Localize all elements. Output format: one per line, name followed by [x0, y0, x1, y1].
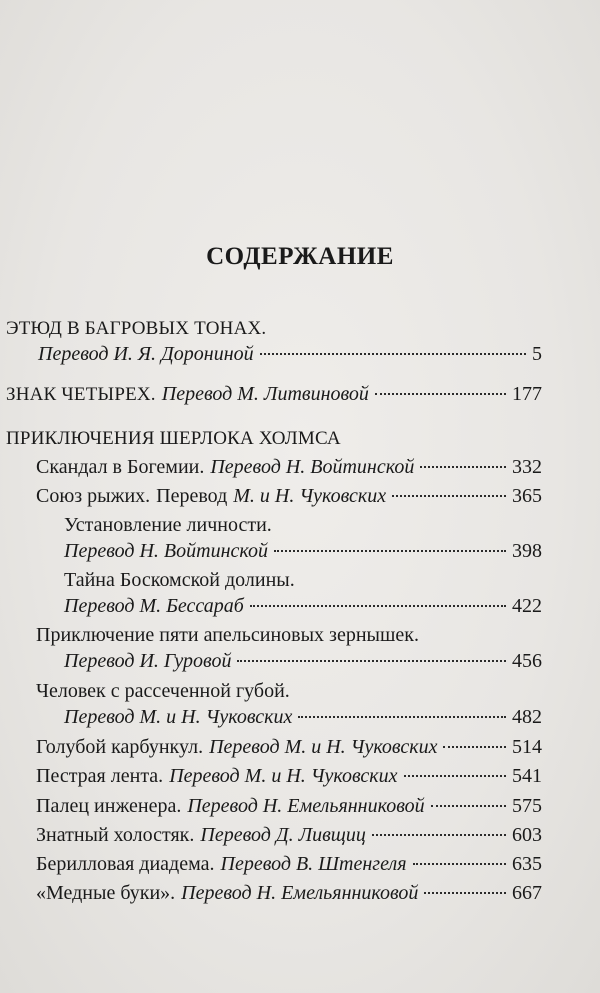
translator-label: Перевод М. и Н. Чуковских — [169, 765, 398, 787]
story-title: Человек с рассеченной губой. — [36, 680, 290, 702]
page-number: 177 — [512, 383, 542, 405]
translator-label: Перевод И. Гуровой — [64, 650, 232, 672]
story-title: Пестрая лента. — [36, 765, 164, 787]
page-number: 635 — [512, 853, 542, 875]
translator-label: Перевод Н. Войтинской — [64, 540, 268, 562]
toc-entry-story — [36, 882, 542, 905]
translator-label: Перевод Н. Емельянниковой — [187, 795, 425, 817]
translator-label: Перевод В. Штенгеля — [220, 853, 407, 875]
toc-entry-story — [36, 485, 542, 508]
dot-leader — [413, 863, 507, 865]
story-title: Союз рыжих. — [36, 485, 151, 507]
story-title: Установление личности. — [64, 514, 272, 536]
page-number: 541 — [512, 765, 542, 787]
story-title: Знатный холостяк. — [36, 824, 195, 846]
story-title: Палец инженера. — [36, 795, 182, 817]
page-number: 482 — [512, 706, 542, 728]
page-number: 332 — [512, 456, 542, 478]
story-title: Голубой карбункул. — [36, 736, 204, 758]
toc-entry-sign-of-four — [6, 383, 542, 406]
page-title: СОДЕРЖАНИЕ — [206, 243, 394, 270]
story-title: Приключение пяти апельсиновых зернышек. — [36, 624, 419, 646]
toc-entry-study-in-scarlet — [38, 343, 542, 366]
translator-prefix: Перевод — [156, 485, 228, 507]
dot-leader — [237, 660, 506, 662]
translator-label: Перевод Н. Войтинской — [210, 456, 415, 478]
page-number: 514 — [512, 736, 542, 758]
page-number: 5 — [532, 343, 542, 365]
dot-leader — [420, 466, 506, 468]
part-title-sign-of-four: ЗНАК ЧЕТЫРЕХ. — [6, 384, 156, 405]
page-number: 667 — [512, 882, 542, 904]
dot-leader — [372, 834, 506, 836]
toc-entry-story — [36, 853, 542, 876]
dot-leader — [260, 353, 526, 355]
page-number: 575 — [512, 795, 542, 817]
translator-label: Перевод Д. Ливщиц — [200, 824, 366, 846]
translator-label: М. и Н. Чуковских — [233, 485, 387, 507]
page-number: 365 — [512, 485, 542, 507]
dot-leader — [424, 892, 506, 894]
translator-label: Перевод Н. Емельянниковой — [181, 882, 419, 904]
translator-label: Перевод М. Литвиновой — [161, 383, 369, 405]
story-title: «Медные буки». — [36, 882, 176, 904]
toc-entry-story — [36, 795, 542, 818]
toc-entry-story — [64, 650, 542, 673]
toc-entry-story — [36, 824, 542, 847]
toc-entry-story — [36, 456, 542, 479]
toc-entry-story — [36, 736, 542, 759]
dot-leader — [274, 550, 506, 552]
story-title: Тайна Боскомской долины. — [64, 569, 295, 591]
story-title: Берилловая диадема. — [36, 853, 215, 875]
story-title: Скандал в Богемии. — [36, 456, 205, 478]
translator-label: Перевод М. Бессараб — [64, 595, 244, 617]
translator-label: Перевод М. и Н. Чуковских — [209, 736, 438, 758]
toc-entry-story — [64, 706, 542, 729]
part-title-study-in-scarlet: ЭТЮД В БАГРОВЫХ ТОНАХ. — [6, 318, 267, 339]
dot-leader — [392, 495, 506, 497]
translator-label: Перевод М. и Н. Чуковских — [64, 706, 293, 728]
page-number: 422 — [512, 595, 542, 617]
dot-leader — [404, 775, 506, 777]
part-title-adventures: ПРИКЛЮЧЕНИЯ ШЕРЛОКА ХОЛМСА — [6, 428, 341, 449]
page-number: 398 — [512, 540, 542, 562]
dot-leader — [250, 605, 506, 607]
translator-label: Перевод И. Я. Дорониной — [38, 343, 254, 365]
page-number: 456 — [512, 650, 542, 672]
toc-entry-story — [64, 595, 542, 618]
dot-leader — [375, 393, 506, 395]
page-number: 603 — [512, 824, 542, 846]
toc-entry-story — [64, 540, 542, 563]
toc-entry-story — [36, 765, 542, 788]
dot-leader — [298, 716, 506, 718]
dot-leader — [431, 805, 506, 807]
dot-leader — [443, 746, 506, 748]
